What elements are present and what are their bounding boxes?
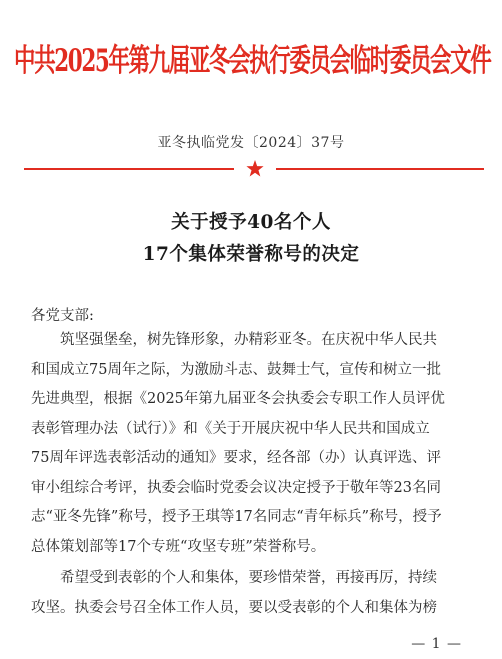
paragraph-line: 75周年评选表彰活动的通知》要求，经各部（办）认真评选、评 [31, 450, 441, 466]
document-number: 亚冬执临党发〔2024〕37号 [157, 135, 345, 151]
paragraph-line: 审小组综合考评，执委会临时党委会议决定授予于敬年等23名同 [31, 479, 441, 496]
paragraph-line: 表彰管理办法（试行）》和《关于开展庆祝中华人民共和国成立 [31, 420, 430, 437]
red-rule-right [276, 168, 484, 170]
paragraph-line: 志“亚冬先锋”称号，授予王琪等17名同志“青年标兵”称号，授予 [31, 509, 442, 525]
paragraph-line: 总体策划部等17个专班“攻坚专班”荣誉称号。 [31, 538, 326, 555]
paragraph-line: 希望受到表彰的个人和集体，要珍惜荣誉，再接再厉，持续 [60, 570, 437, 586]
paragraph-line: 攻坚。执委会号召全体工作人员，要以受表彰的个人和集体为榜 [31, 599, 437, 616]
decision-title-line-2: 17个集体荣誉称号的决定 [142, 244, 360, 265]
salutation: 各党支部: [31, 308, 94, 324]
decision-title-line-1: 关于授予40名个人 [171, 212, 331, 233]
red-rule-with-star [24, 160, 484, 176]
paragraph-line: 筑坚强堡垒，树先锋形象，办精彩亚冬。在庆祝中华人民共 [60, 332, 437, 348]
red-star-icon [246, 160, 264, 177]
red-header-title: 中共2025年第九届亚冬会执行委员会临时委员会文件 [14, 43, 491, 80]
paragraph-line: 先进典型，根据《2025年第九届亚冬会执委会专职工作人员评优 [31, 391, 445, 407]
body-paragraph-2 [31, 564, 483, 623]
paragraph-line: 和国成立75周年之际，为激励斗志、鼓舞士气，宣传和树立一批 [31, 361, 441, 378]
page-number: — 1 — [411, 636, 462, 652]
red-rule-left [24, 168, 234, 170]
body-paragraph-1 [31, 326, 483, 562]
